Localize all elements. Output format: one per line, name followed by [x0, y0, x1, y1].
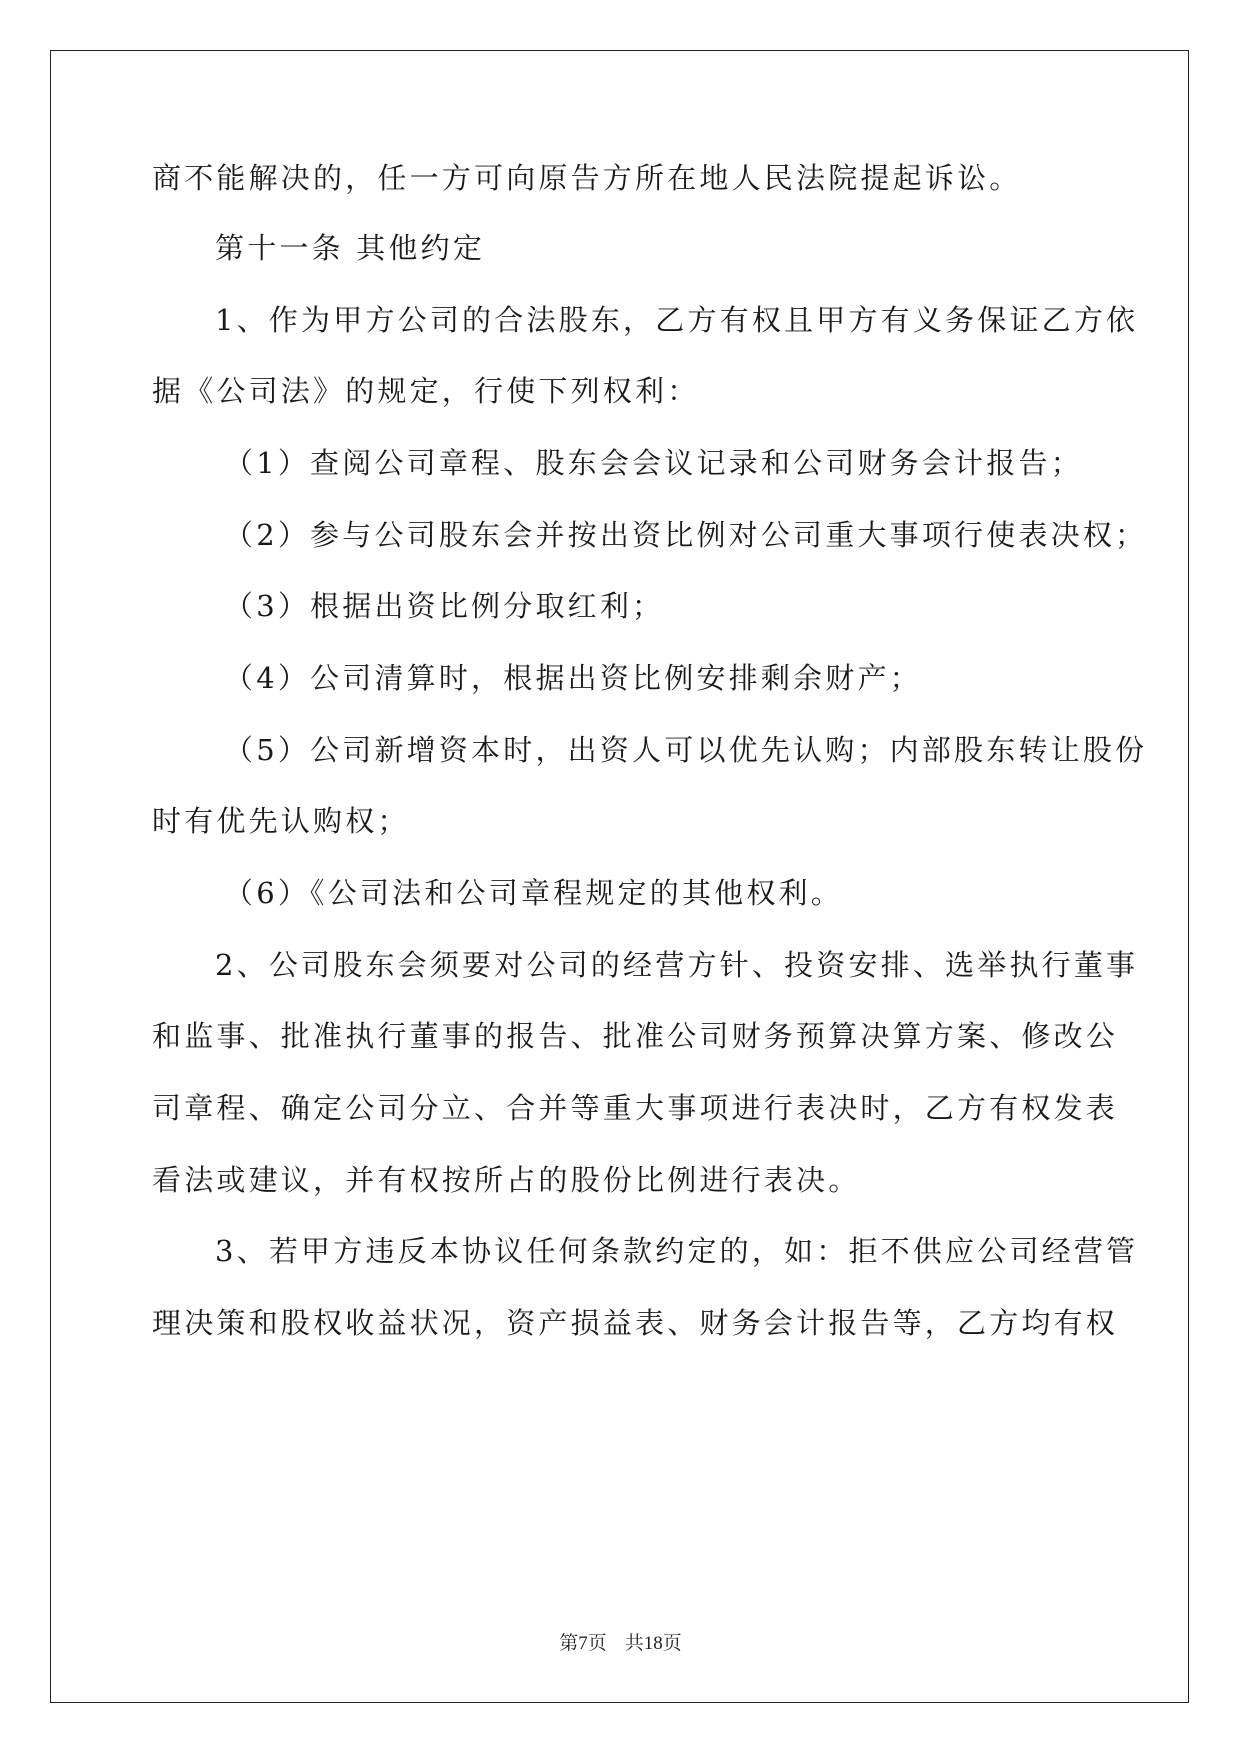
- paragraph-line: 商不能解决的，任一方可向原告方所在地人民法院提起诉讼。: [152, 161, 1022, 195]
- paragraph-line: 看法或建议，并有权按所占的股份比例进行表决。: [152, 1163, 861, 1197]
- paragraph-line: 1、作为甲方公司的合法股东，乙方有权且甲方有义务保证乙方依: [215, 303, 1139, 337]
- list-item: （2）参与公司股东会并按出资比例对公司重大事项行使表决权；: [224, 518, 1148, 552]
- list-item: （3）根据出资比例分取红利；: [224, 589, 665, 623]
- total-pages: 共18页: [624, 1633, 682, 1654]
- list-item: （5）公司新增资本时，出资人可以优先认购；内部股东转让股份: [224, 733, 1148, 767]
- paragraph-line: 司章程、确定公司分立、合并等重大事项进行表决时，乙方有权发表: [152, 1091, 1119, 1125]
- list-item-continuation: 时有优先认购权；: [152, 804, 410, 838]
- list-item: （4）公司清算时，根据出资比例安排剩余财产；: [224, 661, 922, 695]
- page-number: 第7页: [559, 1633, 607, 1654]
- article-heading: 第十一条 其他约定: [215, 231, 486, 265]
- paragraph-line: 2、公司股东会须要对公司的经营方针、投资安排、选举执行董事: [215, 948, 1139, 982]
- paragraph-line: 3、若甲方违反本协议任何条款约定的，如：拒不供应公司经营管: [215, 1234, 1139, 1268]
- list-item: （6）《公司法和公司章程规定的其他权利。: [224, 876, 843, 910]
- paragraph-line: 据《公司法》的规定，行使下列权利：: [152, 374, 700, 408]
- list-item: （1）查阅公司章程、股东会会议记录和公司财务会计报告；: [224, 446, 1083, 480]
- paragraph-line: 和监事、批准执行董事的报告、批准公司财务预算决算方案、修改公: [152, 1019, 1119, 1053]
- paragraph-line: 理决策和股权收益状况，资产损益表、财务会计报告等，乙方均有权: [152, 1306, 1119, 1340]
- page-footer: [0, 1628, 1241, 1655]
